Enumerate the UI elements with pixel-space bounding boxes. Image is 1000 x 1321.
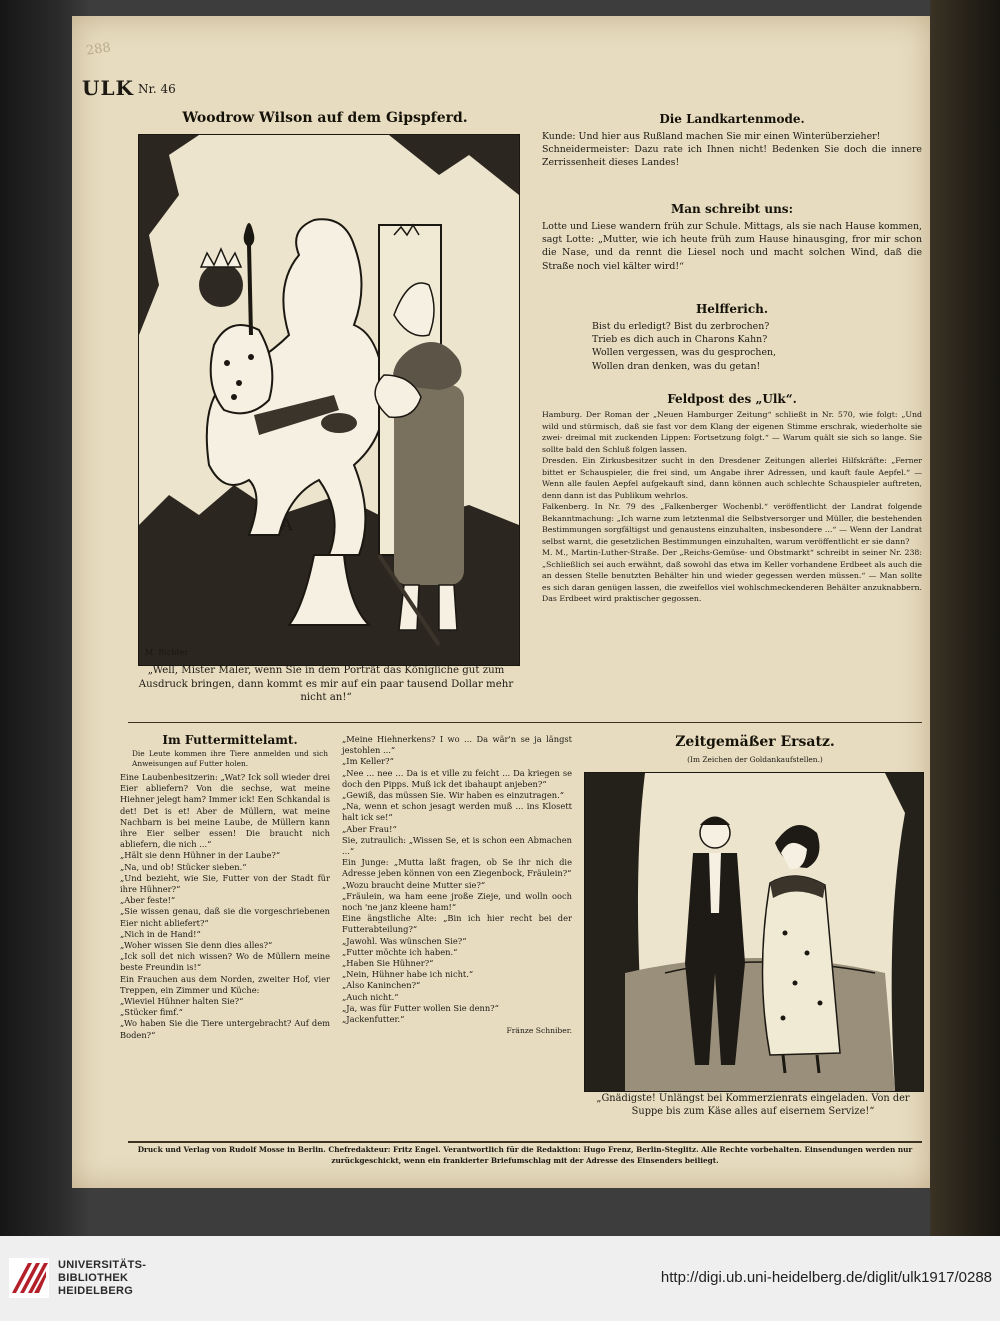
feldpost-item: M. M., Martin-Luther-Straße. Der „Reichs-Gemüse- und Obstmarkt“ schreibt in seiner Nr. 238: „Schließlich sei auch erwähnt, daß sowohl das etwa im Keller vorhandene Erdbeet als auch die an dessen Stelle benutzten Behälter hin und wieder gegessen werden müssen.“ — Man sollte es sich daran genügen lassen, die zweifellos viel wohlschmeckenderen Behälter anzuknabbern. Das Erdbeet wird praktischer gegossen. [542,548,922,603]
imprint: Druck und Verlag von Rudolf Mosse in Berlin. Chefredakteur: Fritz Engel. Verantwortlich für die Redaktion: Hugo Frenz, Berlin-Steglitz. Alle Rechte vorbehalten. Einsendungen werden nur zurückgeschickt, wenn ein frankierter Briefumschlag mit der Adresse des Einsenders beiliegt. [137,1145,913,1165]
futter-paragraph: „Wieviel Hühner halten Sie?“ [120,996,244,1007]
wilson-illustration [138,134,520,666]
landkarten-text [542,130,922,170]
issue-number: Nr. 46 [138,82,176,96]
futter-column-1 [120,772,330,1041]
futter-paragraph: „Fräulein, wa ham eene jroße Zieje, und wolln ooch noch 'ne janz kleene ham!“ [342,890,572,913]
futter-paragraph: „Stücker fimf.“ [120,1007,183,1018]
library-logo-icon [8,1257,50,1299]
wilson-drawing [139,135,519,665]
wilson-signature: M. Richter [145,648,189,657]
futter-title: Im Futtermittelamt. [162,733,298,747]
futter-paragraph: „Na, wenn et schon jesagt werden muß ... ins Klosett halt ick se!“ [342,801,572,823]
futter-paragraph: „Meine Hiehnerkens? I wo ... Da wär'n se ja längst jestohlen ...“ [342,734,572,756]
feldpost-item: Dresden. Ein Zirkusbesitzer sucht in den Dresdener Zeitungen allerlei Hilfskräfte: „Ferner bittet er Schauspieler, die frei sind, um Angabe ihrer Adressen, und kauft faule Aepfel.“ — Wenn alle faulen Aepfel aufgekauft sind, dann können auch schlechte Schauspieler auftreten, denn dann ist das Publikum wehrlos. [542,456,922,500]
futter-paragraph: Ein Frauchen aus dem Norden, zweiter Hof, vier Treppen, ein Zimmer und Küche: [120,973,330,995]
poem-verse: Trieb es dich auch in Charons Kahn? [592,334,768,346]
futter-paragraph: Eine ängstliche Alte: „Bin ich hier recht bei der Futterabteilung?“ [342,913,572,935]
futter-paragraph: „Jackenfutter.“ [342,1014,405,1025]
poem-verse: Wollen dran denken, was du getan! [592,360,761,372]
library-logo-text [58,1259,146,1298]
futter-paragraph: „Wo haben Sie die Tiere untergebracht? Auf dem Boden?“ [120,1018,330,1040]
futter-paragraph: „Futter möchte ich haben.“ [342,946,458,957]
logo-line: BIBLIOTHEK [58,1272,129,1284]
landkarten-line: Schneidermeister: Dazu rate ich Ihnen nicht! Bedenken Sie doch die innere Zerrissenheit dieses Landes! [542,144,922,169]
futter-paragraph: Sie, zutraulich: „Wissen Se, et is schon een Abmachen ...“ [342,834,572,857]
schreibt-text: Lotte und Liese wandern früh zur Schule. Mittags, als sie nach Hause kommen, sagt Lotte: „Mutter, wie ich heute früh zum Hause hinausging, fror mir schon die Nase, und da rennt die Liesel noch und macht solchen Wind, daß die Straße noch viel kälter wird!“ [542,221,922,272]
futter-paragraph: „Aber feste!“ [120,895,176,906]
section-divider [128,722,922,723]
imprint-rule [128,1141,922,1143]
futter-paragraph: „Woher wissen Sie denn dies alles?“ [120,940,273,951]
pencil-mark: 288 [85,40,112,59]
futter-paragraph: „Jawohl. Was wünschen Sie?“ [342,935,467,946]
futter-column-2 [342,734,572,1036]
helfferich-title: Helfferich. [695,302,769,316]
futter-paragraph: Eine Laubenbesitzerin: „Wat? Ick soll wieder drei Eier abliefern? Von die sechse, wat meine Hiehner jelegt ham? Immer ick! Een Schkandal is det! Det is et! Aber de Müllern, wat meine Nachbarn is bei meine Laube, de Müllern kann ihre Eier selber essen! Die braucht nich abliefern, die nich ...“ [120,772,330,850]
futter-paragraph: „Hält sie denn Hühner in der Laube?“ [120,850,281,861]
futter-paragraph: „Nee ... nee ... Da is et ville zu feicht ... Da kriegen se doch den Pipps. Muß ick det ibahaupt anjeben?“ [342,767,572,789]
futter-paragraph: „Na, und ob! Stücker sieben.“ [120,861,247,872]
feldpost-title: Feldpost des „Ulk“. [667,392,797,406]
ersatz-illustration [584,772,924,1092]
feldpost-item: Falkenberg. In Nr. 79 des „Falkenberger Wochenbl.“ veröffentlicht der Landrat folgende Bekanntmachung: „Ich warne zum letztenmal die Selbstversorger und Müller, die bestehenden Bestimmungen sorgfältigst und genaustens einzuhalten, insbesondere ...“ — Wenn der Landrat selbst warnt, die gesetzlichen Bestimmungen einzuhalten, warum veröffentlicht er sie dann? [542,502,922,546]
futter-paragraph: „Haben Sie Hühner?“ [342,958,434,969]
wilson-caption: „Well, Mister Maler, wenn Sie in dem Porträt das Königliche gut zum Ausdruck bringen, dann kommt es mir auf ein paar tausend Dollar mehr nicht an!“ [138,665,514,704]
ersatz-subtitle: (Im Zeichen der Goldankaufstellen.) [687,755,823,764]
newspaper-page [72,16,930,1188]
futter-paragraph: „Ick soll det nich wissen? Wo de Müllern meine beste Freundin is!“ [120,951,330,973]
pedestal-letter: A [281,515,293,534]
feldpost-item: Hamburg. Der Roman der „Neuen Hamburger Zeitung“ schließt in Nr. 570, wie folgt: „Und wild und stürmisch, daß sie fast vor dem Klang der eigenen Stimme erschrak, wiederholte sie zwei- dreimal mit zuckenden Lippen: Fortsetzung folgt.“ — Warum quält sie sich so lange. Sie sollte bald den Schluß folgen lassen. [542,410,922,454]
futter-paragraph: „Wozu braucht deine Mutter sie?“ [342,879,486,890]
futter-paragraph: „Auch nicht.“ [342,991,399,1002]
helfferich-poem [592,320,892,373]
logo-line: UNIVERSITÄTS- [58,1259,147,1271]
futter-intro: Die Leute kommen ihre Tiere anmelden und sich Anweisungen auf Futter holen. [132,749,328,768]
futter-paragraph: „Aber Frau!“ [342,823,397,834]
futter-paragraph: „Im Keller?“ [342,756,394,767]
futter-paragraph: „Nich in de Hand!“ [120,928,201,939]
library-footer [0,1236,1000,1321]
wilson-title: Woodrow Wilson auf dem Gipspferd. [182,110,468,126]
futter-paragraph: „Und bezieht, wie Sie, Futter von der Stadt für ihre Hühner?“ [120,872,330,895]
futter-paragraph: Ein Junge: „Mutta laßt fragen, ob Se ihr nich die Adresse jeben können von een Ziegenbock, Fräulein?“ [342,857,572,879]
futter-paragraph: „Gewiß, das müssen Sie. Wir haben es einzutragen.“ [342,790,564,801]
book-spine [930,0,1000,1236]
poem-verse: Bist du erledigt? Bist du zerbrochen? [592,321,770,332]
ersatz-title: Zeitgemäßer Ersatz. [675,734,835,750]
permalink[interactable]: http://digi.ub.uni-heidelberg.de/diglit/ulk1917/0288 [660,1269,992,1286]
schreibt-title: Man schreibt uns: [670,202,793,216]
ersatz-drawing [585,773,923,1091]
logo-line: HEIDELBERG [58,1285,134,1297]
ersatz-caption: „Gnädigste! Unlängst bei Kommerzienrats eingeladen. Von der Suppe bis zum Käse alles auf eisernem Servize!“ [596,1093,910,1117]
futter-paragraph: „Sie wissen genau, daß sie die vorgeschriebenen Eier nicht abliefert?“ [120,906,330,928]
feldpost-text [542,409,922,605]
futter-paragraph: „Nein, Hühner habe ich nicht.“ [342,969,474,980]
futter-paragraph: „Also Kaninchen?“ [342,980,421,991]
futter-author: Fränze Schniber. [506,1026,572,1036]
futter-paragraph: „Ja, was für Futter wollen Sie denn?“ [342,1002,499,1013]
poem-verse: Wollen vergessen, was du gesprochen, [592,347,777,359]
landkarten-title: Die Landkartenmode. [659,112,805,126]
landkarten-line: Kunde: Und hier aus Rußland machen Sie mir einen Winterüberzieher! [542,131,881,142]
masthead: ULK [82,76,134,100]
